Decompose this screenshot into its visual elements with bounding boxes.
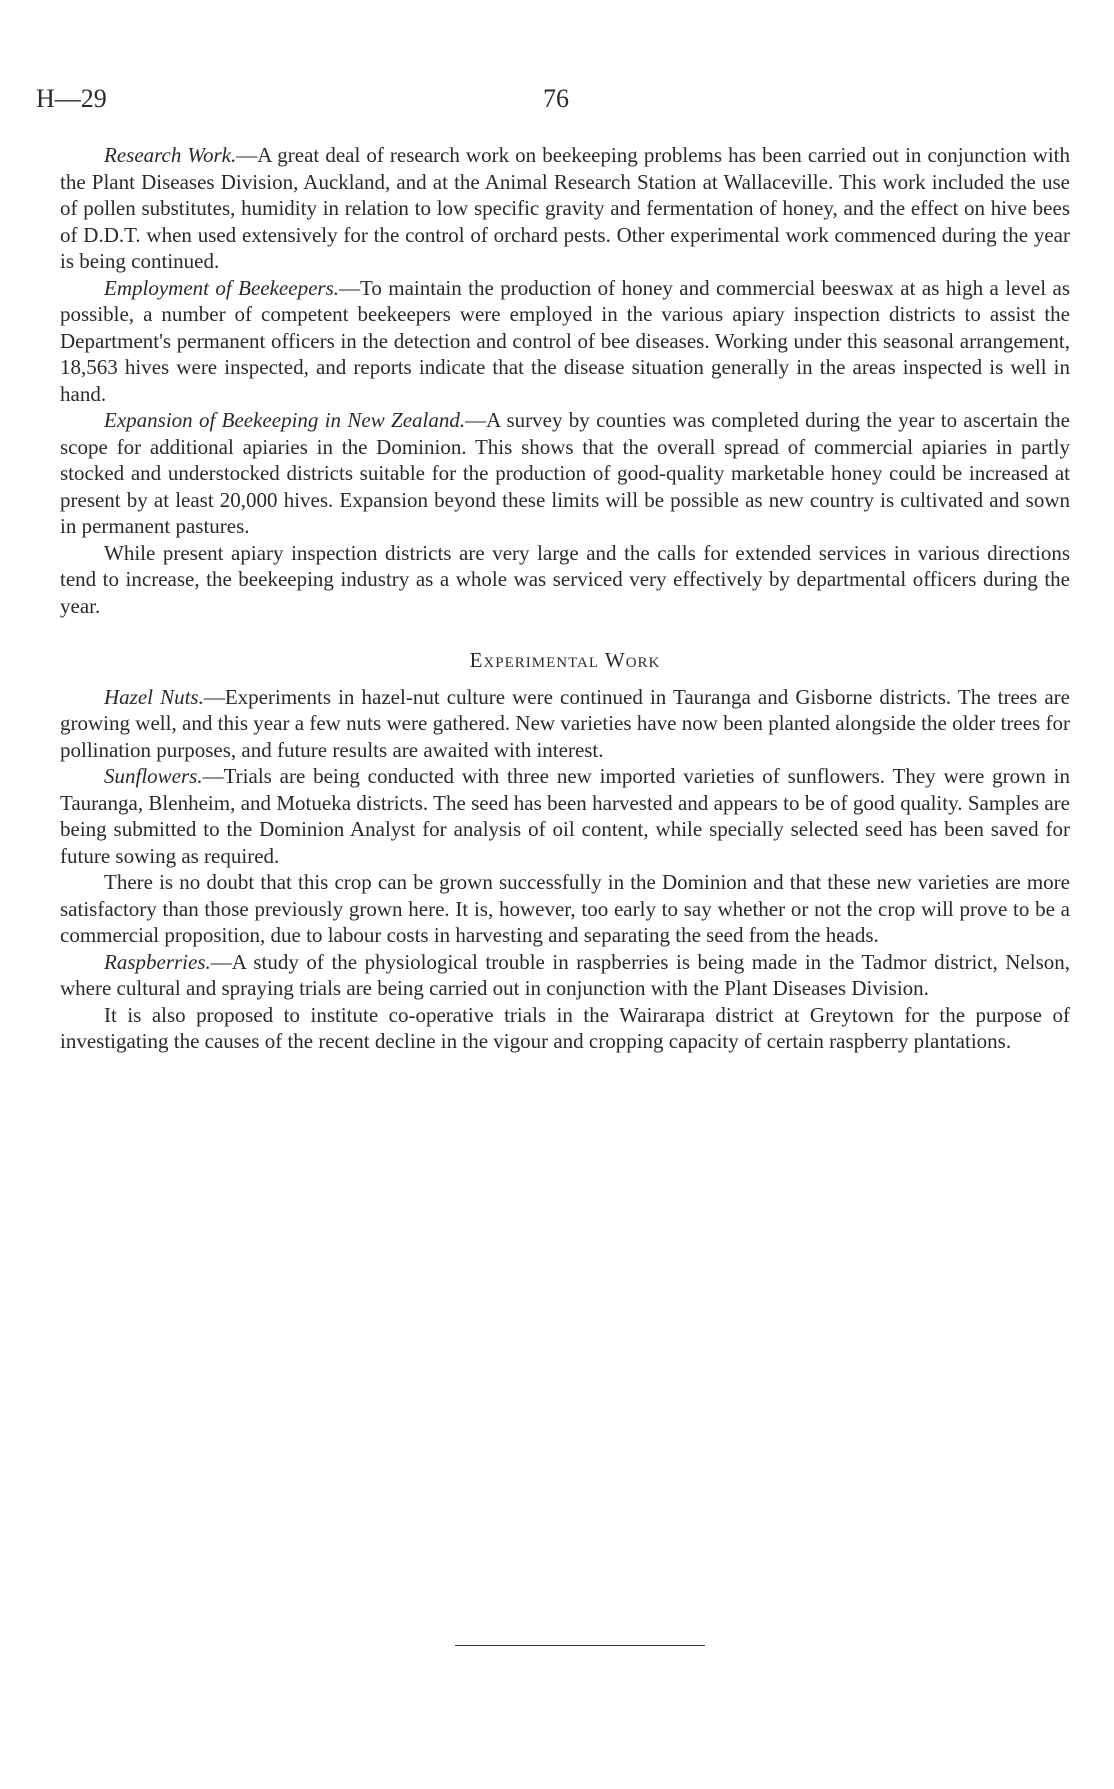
paragraph-lead: Raspberries. xyxy=(104,949,211,974)
paragraph-lead: Research Work. xyxy=(104,143,237,167)
paragraph-hazel-nuts xyxy=(60,684,1070,764)
paragraph-lead: Sunflowers. xyxy=(104,764,203,788)
paragraph-lead: Expansion of Beekeeping in New Zealand. xyxy=(104,408,466,432)
paragraph-text: There is no doubt that this crop can be grown successfully in the Dominion and that these new varieties are more satisfactory than those previously grown here. It is, however, too early to say whether or not the crop will prove to be a commercial proposition, due to labour costs in harvesting and separating the seed from the heads. xyxy=(60,870,1070,947)
paragraph-inspection-districts xyxy=(60,540,1070,620)
body-text xyxy=(60,142,1070,1055)
paragraph-expansion-of-beekeeping xyxy=(60,407,1070,540)
paragraph-lead: Employment of Beekeepers. xyxy=(104,275,339,300)
document-reference: H—29 xyxy=(36,84,107,113)
paragraph-text: It is also proposed to institute co-operative trials in the Wairarapa district at Greytown for the purpose of investigating the causes of the recent decline in the vigour and cropping capacity of certain raspberry plantations. xyxy=(60,1002,1070,1053)
paragraph-raspberry-trials xyxy=(60,1002,1070,1055)
closing-rule xyxy=(455,1645,705,1646)
paragraph-employment-of-beekeepers xyxy=(60,275,1070,408)
paragraph-text: —A great deal of research work on beekeeping problems has been carried out in conjunction with the Plant Diseases Division, Auckland, and at the Animal Research Station at Wallaceville. This work included the use of pollen substitutes, humidity in relation to low specific gravity and fermentation of honey, and the effect on hive bees of D.D.T. when used extensively for the control of orchard pests. Other experimental work commenced during the year is being continued. xyxy=(60,143,1070,273)
section-heading: Experimental Work xyxy=(469,648,661,672)
paragraph-text: While present apiary inspection districts are very large and the calls for extended services in various directions tend to increase, the beekeeping industry as a whole was serviced very effectively by departmental officers during the year. xyxy=(60,540,1070,618)
page-number: 76 xyxy=(543,84,569,113)
paragraph-sunflowers xyxy=(60,763,1070,869)
paragraph-lead: Hazel Nuts. xyxy=(104,684,204,709)
paragraph-text: —A study of the physiological trouble in raspberries is being made in the Tadmor district, Nelson, where cultural and spraying trials are being carried out in conjunction with the Plant Diseases Division. xyxy=(60,949,1070,1000)
paragraph-research-work xyxy=(60,142,1070,275)
page-header xyxy=(36,84,1076,114)
paragraph-text: —A survey by counties was completed during the year to ascertain the scope for additional apiaries in the Dominion. This shows that the overall spread of commercial apiaries in partly stocked and understocked districts suitable for the production of good-quality marketable honey could be increased at present by at least 20,000 hives. Expansion beyond these limits will be possible as new country is cultivated and sown in permanent pastures. xyxy=(60,408,1070,538)
paragraph-text: —To maintain the production of honey and commercial beeswax at as high a level as possible, a number of competent beekeepers were employed in the various apiary inspection districts to assist the Department's permanent officers in the detection and control of bee diseases. Working under this seasonal arrangement, 18,563 hives were inspected, and reports indicate that the disease situation generally in the areas inspected is well in hand. xyxy=(60,275,1071,406)
paragraph-text: —Trials are being conducted with three new imported varieties of sunflowers. They were grown in Tauranga, Blenheim, and Motueka districts. The seed has been harvested and appears to be of good quality. Samples are being submitted to the Dominion Analyst for analysis of oil content, while specially selected seed has been saved for future sowing as required. xyxy=(60,764,1070,868)
paragraph-text: —Experiments in hazel-nut culture were continued in Tauranga and Gisborne districts. The trees are growing well, and this year a few nuts were gathered. New varieties have now been planted alongside the older trees for pollination purposes, and future results are awaited with interest. xyxy=(60,684,1070,762)
paragraph-sunflower-crop-outlook xyxy=(60,869,1070,949)
paragraph-raspberries xyxy=(60,949,1070,1002)
